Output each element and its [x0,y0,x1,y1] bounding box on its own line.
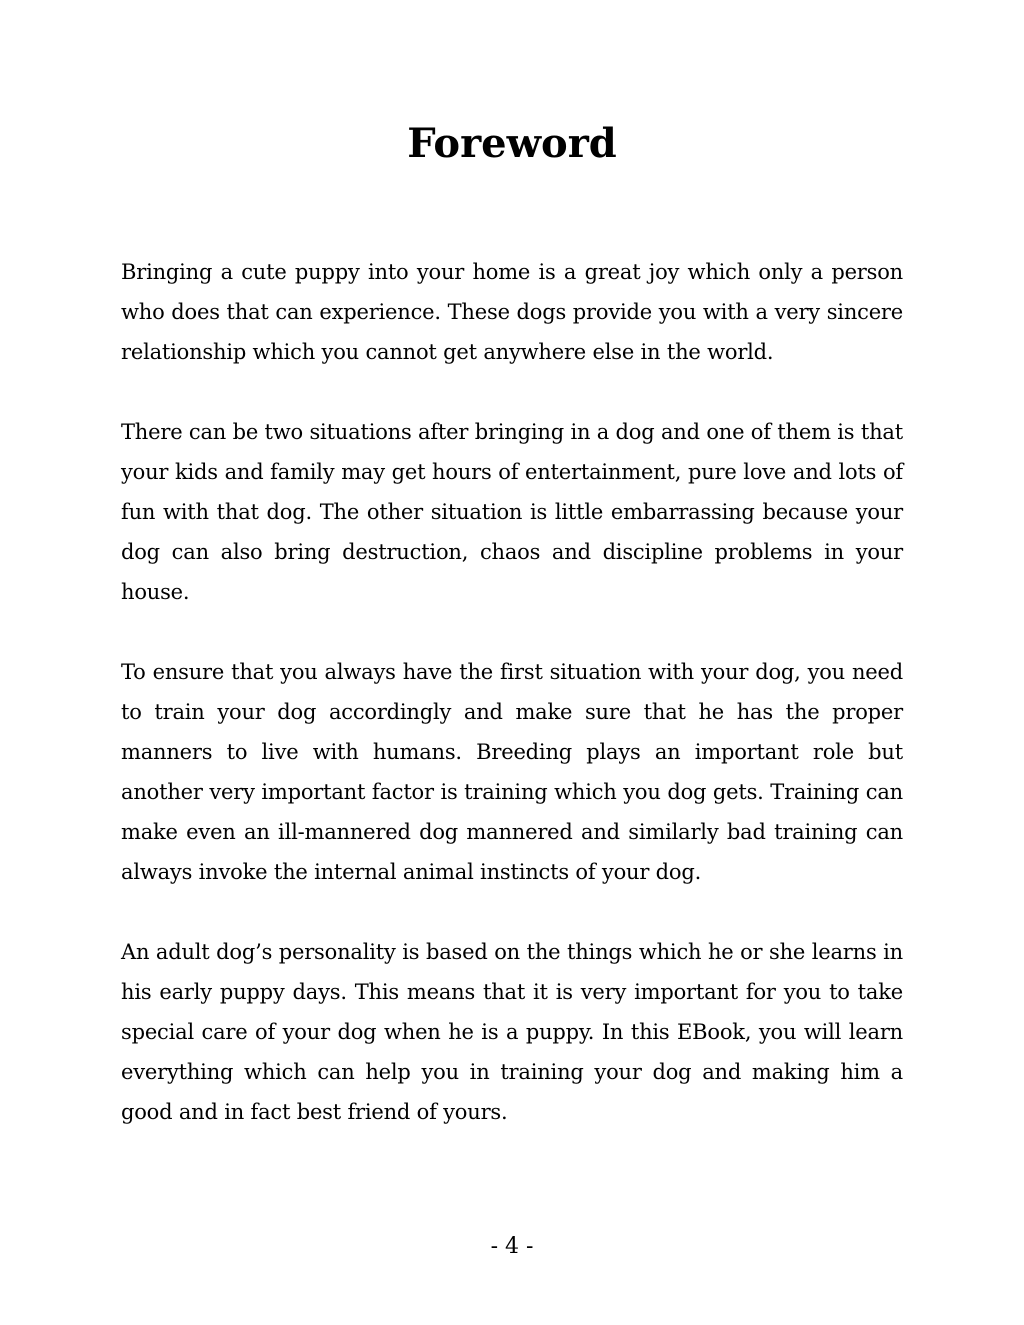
body-text [121,252,903,1132]
paragraph-4: An adult dog’s personality is based on the things which he or she learns in his early puppy days. This means that it is very important for you to take special care of your dog when he is a puppy. In this EBook, you will learn everything which can help you in training your dog and making him a good and in fact best friend of yours. [121,940,903,1124]
page-title: Foreword [407,120,617,167]
paragraph-3: To ensure that you always have the first situation with your dog, you need to train your dog accordingly and make sure that he has the proper manners to live with humans. Breeding plays an important role but another very important factor is training which you dog gets. Training can make even an ill-mannered dog mannered and similarly bad training can always invoke the internal animal instincts of your dog. [121,660,903,884]
page-number: - 4 - [490,1234,534,1259]
paragraph-1: Bringing a cute puppy into your home is a great joy which only a person who does that can experience. These dogs provide you with a very sincere relationship which you cannot get anywhere else in the world. [121,260,903,364]
paragraph-2: There can be two situations after bringing in a dog and one of them is that your kids and family may get hours of entertainment, pure love and lots of fun with that dog. The other situation is little embarrassing because your dog can also bring destruction, chaos and discipline problems in your house. [121,420,903,604]
